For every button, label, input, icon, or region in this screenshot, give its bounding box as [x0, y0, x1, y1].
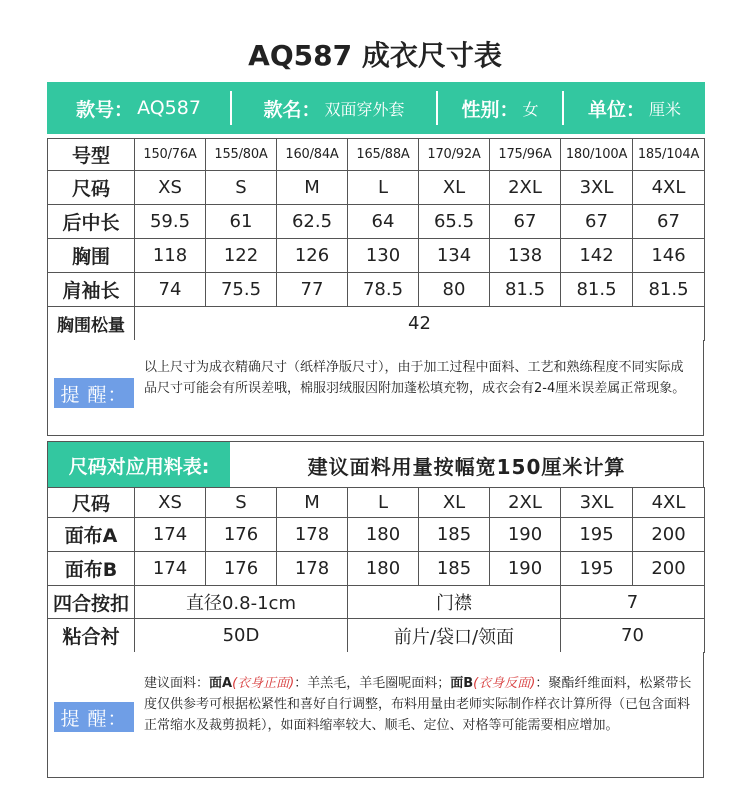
style-name-cell: [232, 91, 438, 125]
table-cell: 4XL: [633, 171, 705, 205]
table-cell: 2XL: [490, 171, 561, 205]
info-bar: [47, 82, 705, 134]
table-cell: 67: [561, 205, 633, 239]
table-cell: 62.5: [277, 205, 348, 239]
table-cell: 81.5: [490, 273, 561, 307]
row-chest: [48, 239, 705, 273]
unit-cell: [564, 91, 705, 125]
table-cell: 200: [633, 552, 705, 586]
table-cell: 138: [490, 239, 561, 273]
table-cell: 80: [419, 273, 490, 307]
tip-text-part: ：羊羔毛，羊毛圈呢面料；: [294, 676, 451, 691]
table-cell: 前片/袋口/领面: [348, 619, 561, 653]
fabric-label: 尺码对应用料表:: [48, 442, 230, 488]
table-cell: 176: [206, 552, 277, 586]
table-cell: 146: [633, 239, 705, 273]
fabric-a-tag: 面A: [209, 676, 233, 691]
row-size: [48, 488, 705, 518]
table-cell: 118: [135, 239, 206, 273]
row-model: [48, 139, 705, 171]
table-cell: 78.5: [348, 273, 419, 307]
row-label: 肩袖长: [48, 273, 135, 307]
table-cell: 150/76A: [135, 139, 206, 171]
tip-box: [47, 652, 704, 778]
row-snap-button: [48, 586, 705, 619]
fabric-a-note: (衣身正面): [232, 676, 295, 691]
table-cell: 2XL: [490, 488, 561, 518]
table-cell: 190: [490, 518, 561, 552]
table-cell: S: [206, 171, 277, 205]
table-cell: 65.5: [419, 205, 490, 239]
table-cell: 180: [348, 552, 419, 586]
row-label: 后中长: [48, 205, 135, 239]
fabric-header: [47, 441, 704, 488]
row-label: 四合按扣: [48, 586, 135, 619]
row-label: 胸围: [48, 239, 135, 273]
table-cell: 64: [348, 205, 419, 239]
tip-text: 以上尺寸为成衣精确尺寸（纸样净版尺寸），由于加工过程中面料、工艺和熟练程度不同实际成品尺寸可能会有所误差哦，棉服羽绒服因附加蓬松填充物，成衣会有2-4厘米误差属正常现象。: [144, 360, 686, 396]
table-cell: 142: [561, 239, 633, 273]
fabric-b-note: (衣身反面): [473, 676, 536, 691]
tip-label: 提 醒：: [54, 378, 134, 408]
table-cell: 180: [348, 518, 419, 552]
table-cell: 178: [277, 552, 348, 586]
tip-text-part: ：聚酯纤维面料，松紧带长度仅供参考可根据松紧性和喜好自行调整，布料用量由老师实际制作样衣计算所得（已包含面料正常缩水及裁剪损耗），如面料缩率较大、顺毛、定位、对格等可能需要相应增加。: [144, 676, 692, 733]
table-cell: 190: [490, 552, 561, 586]
table-cell: 175/96A: [490, 139, 561, 171]
tip-box: [47, 340, 704, 436]
row-size: [48, 171, 705, 205]
row-interlining: [48, 619, 705, 653]
table-cell: XL: [419, 171, 490, 205]
table-cell: 160/84A: [277, 139, 348, 171]
unit-value: 厘米: [649, 99, 682, 119]
fabric-b-tag: 面B: [450, 676, 474, 691]
table-cell: 178: [277, 518, 348, 552]
row-sleeve: [48, 273, 705, 307]
style-no-label: 款号：: [76, 98, 134, 121]
gender-cell: [438, 91, 564, 125]
table-cell: 67: [490, 205, 561, 239]
gender-value: 女: [522, 99, 539, 119]
table-cell: 195: [561, 552, 633, 586]
table-cell: 81.5: [561, 273, 633, 307]
table-cell: 185: [419, 552, 490, 586]
style-no-value: AQ587: [137, 97, 201, 119]
table-cell: 42: [135, 307, 705, 341]
row-fabric-a: [48, 518, 705, 552]
fabric-table: [47, 487, 705, 586]
table-cell: 直径0.8-1cm: [135, 586, 348, 619]
table-cell: 174: [135, 552, 206, 586]
table-cell: 200: [633, 518, 705, 552]
table-cell: XL: [419, 488, 490, 518]
style-name-value: 双面穿外套: [324, 99, 405, 119]
row-label: 面布B: [48, 552, 135, 586]
fabric-note: 建议面料用量按幅宽150厘米计算: [307, 454, 626, 479]
table-cell: 75.5: [206, 273, 277, 307]
accessories-table: [47, 585, 705, 653]
table-cell: XS: [135, 171, 206, 205]
table-cell: 3XL: [561, 488, 633, 518]
table-cell: 180/100A: [561, 139, 633, 171]
row-fabric-b: [48, 552, 705, 586]
table-cell: 门襟: [348, 586, 561, 619]
table-cell: M: [277, 171, 348, 205]
table-cell: 165/88A: [348, 139, 419, 171]
table-cell: 67: [633, 205, 705, 239]
table-cell: 195: [561, 518, 633, 552]
table-cell: 155/80A: [206, 139, 277, 171]
table-cell: M: [277, 488, 348, 518]
row-back-length: [48, 205, 705, 239]
table-cell: 122: [206, 239, 277, 273]
style-name-label: 款名：: [263, 98, 321, 121]
table-cell: 50D: [135, 619, 348, 653]
gender-label: 性别：: [461, 98, 519, 121]
table-cell: 176: [206, 518, 277, 552]
table-cell: 185: [419, 518, 490, 552]
table-cell: L: [348, 488, 419, 518]
style-no-cell: [47, 91, 232, 125]
tip-text: [144, 673, 693, 736]
table-cell: 3XL: [561, 171, 633, 205]
table-cell: 134: [419, 239, 490, 273]
table-cell: XS: [135, 488, 206, 518]
table-cell: 185/104A: [633, 139, 705, 171]
tip-label: 提 醒：: [54, 702, 134, 732]
table-cell: 174: [135, 518, 206, 552]
table-cell: 61: [206, 205, 277, 239]
table-cell: 170/92A: [419, 139, 490, 171]
unit-label: 单位：: [587, 98, 645, 121]
table-cell: 59.5: [135, 205, 206, 239]
row-label: 尺码: [48, 488, 135, 518]
table-cell: S: [206, 488, 277, 518]
row-label: 号型: [48, 139, 135, 171]
table-cell: 77: [277, 273, 348, 307]
table-cell: 7: [561, 586, 705, 619]
table-cell: 126: [277, 239, 348, 273]
row-label: 胸围松量: [48, 307, 135, 341]
page-title: AQ587 成衣尺寸表: [248, 39, 502, 72]
row-chest-ease: [48, 307, 705, 341]
row-label: 面布A: [48, 518, 135, 552]
table-cell: 130: [348, 239, 419, 273]
table-cell: L: [348, 171, 419, 205]
size-table: [47, 138, 705, 341]
row-label: 粘合衬: [48, 619, 135, 653]
row-label: 尺码: [48, 171, 135, 205]
tip-text-part: 建议面料：: [144, 676, 210, 691]
table-cell: 74: [135, 273, 206, 307]
table-cell: 81.5: [633, 273, 705, 307]
table-cell: 70: [561, 619, 705, 653]
table-cell: 4XL: [633, 488, 705, 518]
